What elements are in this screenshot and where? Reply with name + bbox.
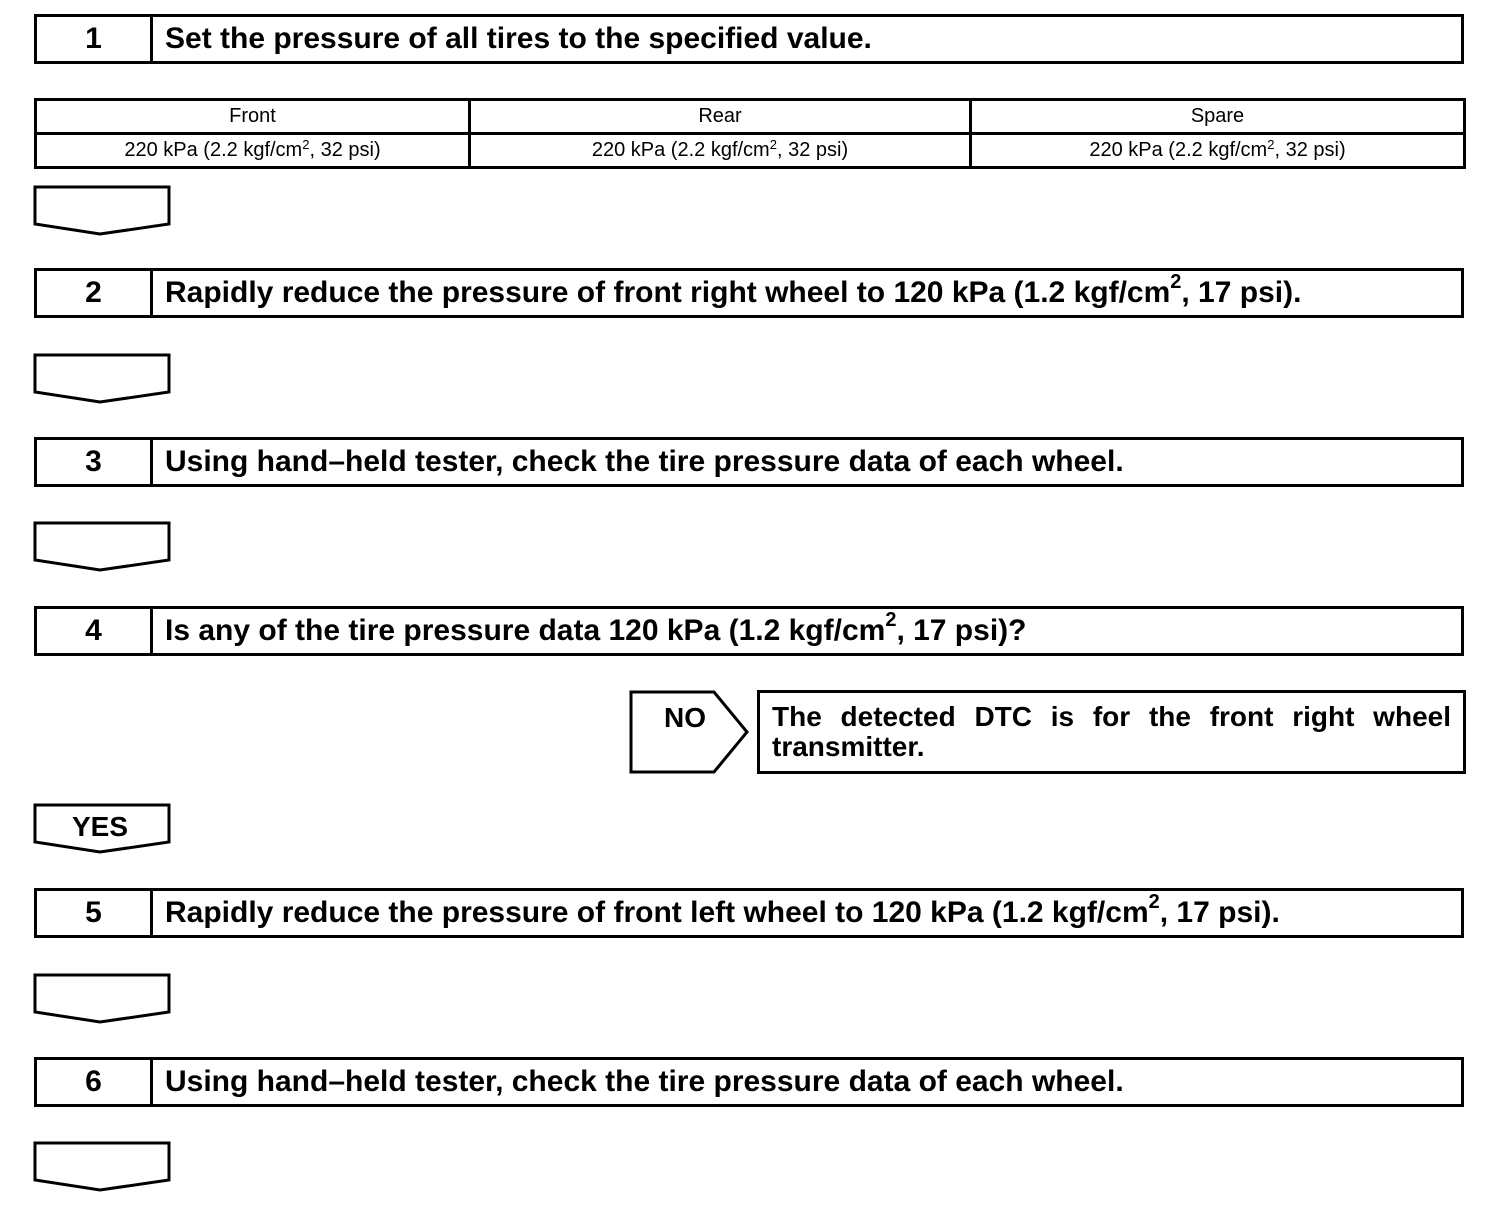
flow-arrow-down-icon xyxy=(33,1141,173,1193)
step-text: Using hand–held tester, check the tire pressure data of each wheel. xyxy=(165,1065,1124,1098)
table-row xyxy=(36,134,1465,168)
rear-pressure-cell: 220 kPa (2.2 kgf/$cm^2$, 32 psi) xyxy=(470,134,971,168)
step-6-box xyxy=(34,1057,1464,1107)
yes-label: YES xyxy=(71,811,129,842)
step-number: 3 xyxy=(37,440,153,484)
step-text: Set the pressure of all tires to the specified value. xyxy=(165,22,872,55)
table-header-row xyxy=(36,100,1465,134)
flow-arrow-down-icon xyxy=(33,353,173,405)
tire-pressure-table xyxy=(34,98,1466,169)
step-number: 2 xyxy=(37,271,153,315)
step-2-box xyxy=(34,268,1464,318)
step-3-box xyxy=(34,437,1464,487)
step-text: Is any of the tire pressure data 120 kPa (1.2 kgf/cm $^2$ , 17 psi)? xyxy=(165,608,1027,647)
step-4-box xyxy=(34,606,1464,656)
flow-arrow-down-icon xyxy=(33,185,173,237)
step-1-box xyxy=(34,14,1464,64)
step-text: Rapidly reduce the pressure of front left wheel to 120 kPa (1.2 kgf/cm $^2$ , 17 psi). xyxy=(165,890,1280,929)
step-text: Rapidly reduce the pressure of front right wheel to 120 kPa (1.2 kgf/cm $^2$ , 17 psi). xyxy=(165,270,1302,309)
header-spare: Spare xyxy=(971,100,1465,134)
header-front: Front xyxy=(36,100,470,134)
flow-arrow-down-icon xyxy=(33,973,173,1025)
step-number: 4 xyxy=(37,609,153,653)
no-label: NO xyxy=(664,702,706,733)
step-number: 6 xyxy=(37,1060,153,1104)
step-5-box xyxy=(34,888,1464,938)
header-rear: Rear xyxy=(470,100,971,134)
flow-arrow-down-icon xyxy=(33,521,173,573)
no-branch-arrow-icon xyxy=(629,690,753,776)
no-result-box: The detected DTC is for the front right wheel transmitter. xyxy=(757,690,1466,774)
spare-pressure-cell: 220 kPa (2.2 kgf/$cm^2$, 32 psi) xyxy=(971,134,1465,168)
step-text: Using hand–held tester, check the tire pressure data of each wheel. xyxy=(165,445,1124,478)
step-number: 1 xyxy=(37,17,153,61)
step-number: 5 xyxy=(37,891,153,935)
front-pressure-cell: 220 kPa (2.2 kgf/$cm^2$, 32 psi) xyxy=(36,134,470,168)
yes-branch-arrow-icon xyxy=(33,803,173,855)
